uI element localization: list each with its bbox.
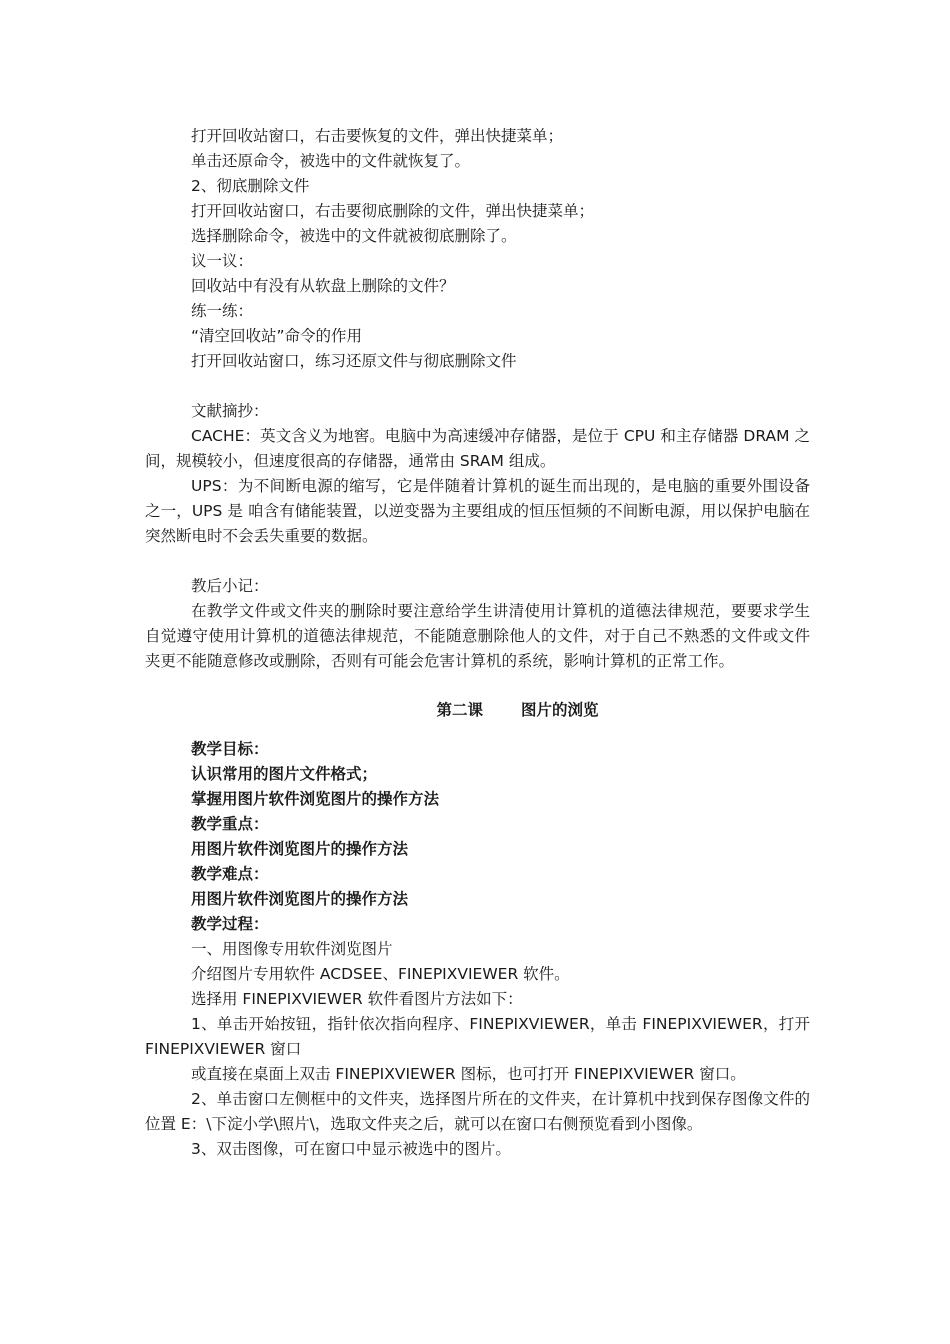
process-step-7: 3、双击图像，可在窗口中显示被选中的图片。	[191, 1140, 511, 1158]
paragraph-practice-item2: 打开回收站窗口，练习还原文件与彻底删除文件	[191, 352, 517, 370]
process-step-5: 或直接在桌面上双击 FINEPIXVIEWER 图标，也可打开 FINEPIXVIEWER 窗口。	[191, 1065, 746, 1083]
process-step-6: 2、单击窗口左侧框中的文件夹，选择图片所在的文件夹，在计算机中找到保存图像文件的位置 E：\下淀小学\照片\，选取文件夹之后，就可以在窗口右侧预览看到小图像。	[145, 1090, 810, 1133]
paragraph-restore-step2: 单击还原命令，被选中的文件就恢复了。	[191, 152, 471, 170]
paragraph-delete-step2: 选择删除命令，被选中的文件就被彻底删除了。	[191, 227, 517, 245]
process-heading: 教学过程：	[191, 915, 269, 933]
difficulty-item: 用图片软件浏览图片的操作方法	[191, 890, 409, 908]
difficulty-heading: 教学难点：	[191, 865, 269, 883]
process-step-2: 介绍图片专用软件 ACDSEE、FINEPIXVIEWER 软件。	[191, 965, 570, 983]
goal-item-2: 掌握用图片软件浏览图片的操作方法	[191, 790, 440, 808]
goal-item-1: 认识常用的图片文件格式；	[191, 765, 378, 783]
key-point-heading: 教学重点：	[191, 815, 269, 833]
literature-cache: CACHE：英文含义为地窖。电脑中为高速缓冲存储器，是位于 CPU 和主存储器 DRAM 之间，规模较小，但速度很高的存储器，通常由 SRAM 组成。	[145, 427, 810, 470]
goal-heading: 教学目标：	[191, 740, 269, 758]
paragraph-restore-step1: 打开回收站窗口，右击要恢复的文件，弹出快捷菜单；	[191, 127, 564, 145]
lesson-number: 第二课	[436, 701, 483, 719]
paragraph-discuss-heading: 议一议：	[191, 252, 254, 270]
notes-heading: 教后小记：	[191, 577, 269, 595]
notes-body: 在教学文件或文件夹的删除时要注意给学生讲清使用计算机的道德法律规范，要要求学生自觉遵守使用计算机的道德法律规范，不能随意删除他人的文件，对于自己不熟悉的文件或文件夹更不能随意修改或删除，否则有可能会危害计算机的系统，影响计算机的正常工作。	[145, 602, 810, 670]
paragraph-delete-step1: 打开回收站窗口，右击要彻底删除的文件，弹出快捷菜单；	[191, 202, 595, 220]
lesson-title	[145, 698, 810, 723]
paragraph-discuss-question: 回收站中有没有从软盘上删除的文件？	[191, 277, 455, 295]
paragraph-delete-heading: 2、彻底删除文件	[191, 177, 310, 195]
document-page	[145, 124, 810, 1162]
process-step-1: 一、用图像专用软件浏览图片	[191, 940, 393, 958]
lesson-name: 图片的浏览	[521, 701, 599, 719]
spacer	[145, 549, 810, 574]
spacer	[145, 374, 810, 399]
key-point-item: 用图片软件浏览图片的操作方法	[191, 840, 409, 858]
spacer	[145, 674, 810, 690]
paragraph-practice-heading: 练一练：	[191, 302, 254, 320]
process-step-4: 1、单击开始按钮，指针依次指向程序、FINEPIXVIEWER，单击 FINEPIXVIEWER，打开 FINEPIXVIEWER 窗口	[145, 1015, 810, 1058]
process-step-3: 选择用 FINEPIXVIEWER 软件看图片方法如下：	[191, 990, 523, 1008]
paragraph-practice-item1: “清空回收站”命令的作用	[191, 327, 363, 345]
literature-ups: UPS：为不间断电源的缩写，它是伴随着计算机的诞生而出现的，是电脑的重要外围设备之一，UPS 是 咱含有储能装置，以逆变器为主要组成的恒压恒频的不间断电源，用以保护电脑在突然断电时不会丢失重要的数据。	[145, 477, 810, 545]
literature-heading: 文献摘抄：	[191, 402, 269, 420]
